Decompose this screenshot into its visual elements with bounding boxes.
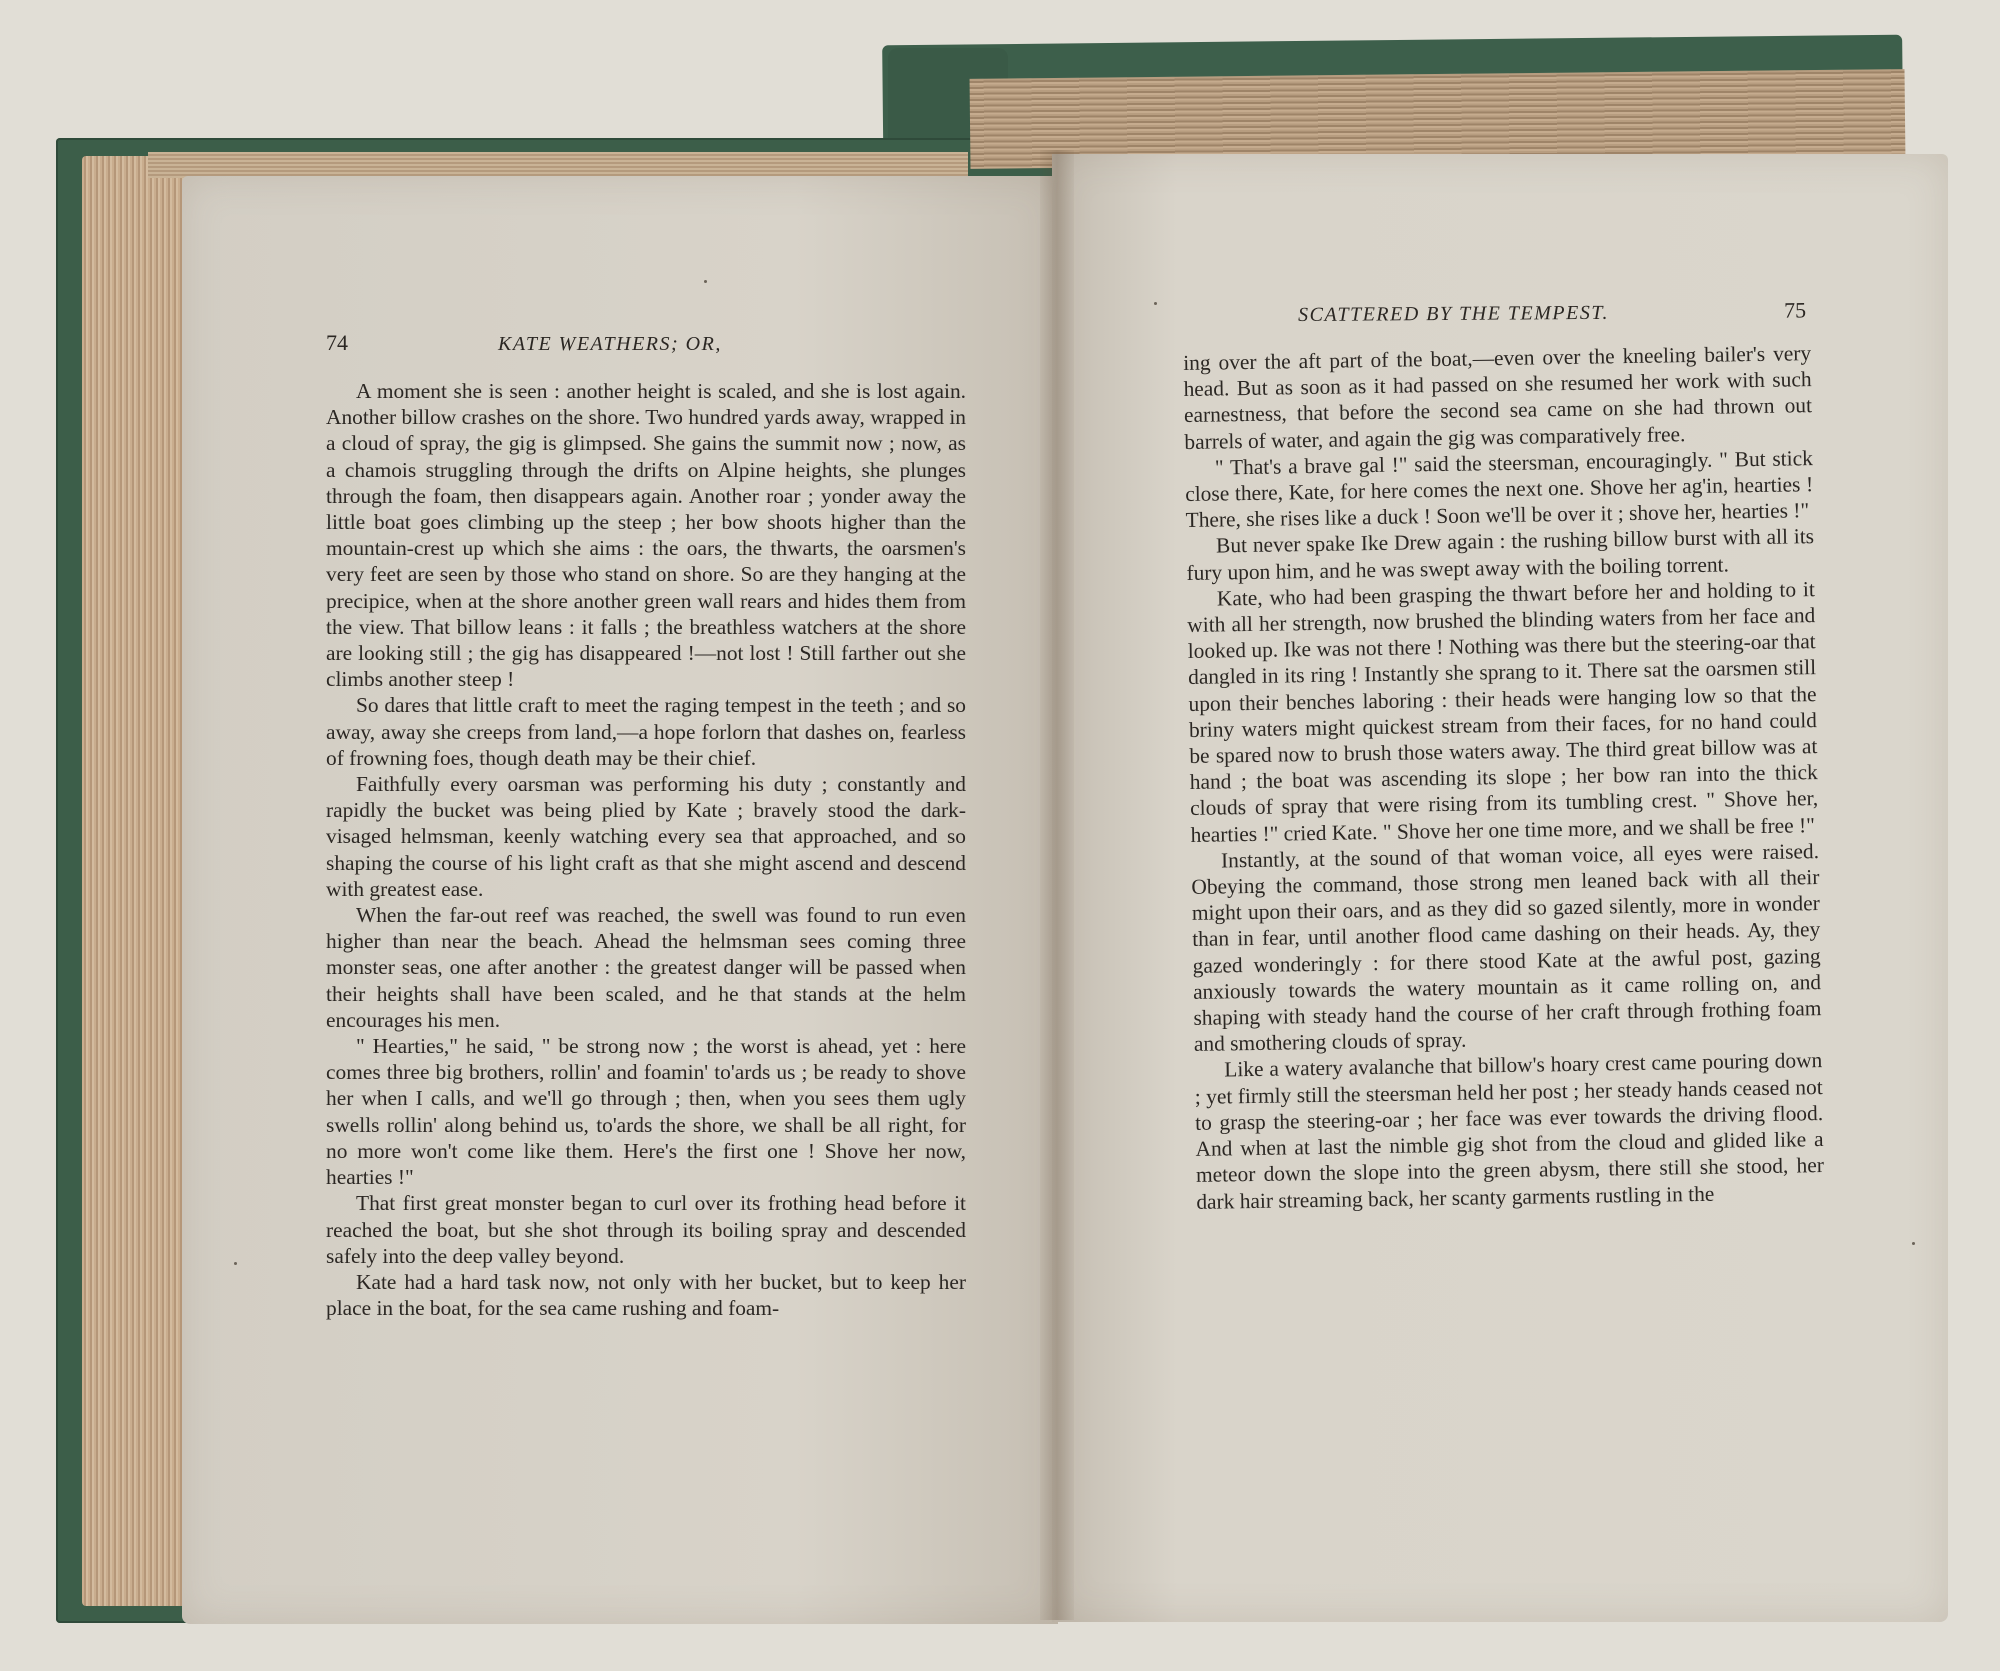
paragraph: " That's a brave gal !" said the steersman, encouragingly. " But stick close there, Kate, for here comes the next one. Shove her ag'in, hearties ! There, she rises like a duck ! Soon we'll be over it ; shove her, hearties !" [1185,445,1814,533]
page-block-edges-left [82,156,192,1606]
paper-speck [1154,302,1157,305]
paper-speck [234,1262,237,1265]
paper-speck [1912,1242,1915,1245]
paragraph: When the far-out reef was reached, the swell was found to run even higher than near the beach. Ahead the helmsman sees coming three monster seas, one after another : the greatest danger will be passed when their heights shall have been scaled, and he that stands at the helm encourages his men. [326,903,966,1032]
paragraph: Faithfully every oarsman was performing his duty ; constantly and rapidly the bucket was being plied by Kate ; bravely stood the dark-visaged helmsman, keenly watching every sea that approached, and so shaping the course of his light craft as that she might ascend and descend with greatest ease. [326,772,966,901]
paragraph: ing over the aft part of the boat,—even over the kneeling bailer's very head. But as soon as it had passed on she resumed her work with such earnestness, that before the second sea came on she had thrown out barrels of water, and again the gig was comparatively free. [1183,341,1813,454]
left-page-number: 74 [326,330,348,355]
right-page-text [1183,340,1825,1214]
paragraph: Like a watery avalanche that billow's hoary crest came pouring down ; yet firmly still the steersman held her post ; her steady hands ceased not to grasp the steering-oar ; her face was ever towards the driving flood. And when at last the nimble gig shot from the cloud and glided like a meteor down the slope into the green abysm, there still she stood, her dark hair streaming back, her scanty garments rustling in the [1194,1048,1825,1214]
paragraph: Kate had a hard task now, not only with her bucket, but to keep her place in the boat, for the sea came rushing and foam- [326,1269,966,1321]
paper-speck [704,280,707,283]
paragraph: Instantly, at the sound of that woman voice, all eyes were raised. Obeying the command, those strong men leaned back with all their might upon their oars, and as they did so gazed silently, more in wonder than in fear, until another flood came dashing on their heads. Ay, they gazed wonderingly : for there stood Kate at the awful post, gazing anxiously towards the watery mountain as it came rolling on, and shaping with steady hand the course of her craft through frothing foam and smothering clouds of spray. [1191,838,1822,1057]
right-running-head [1298,297,1806,327]
page-block-edges-top [148,152,968,178]
left-running-head [326,330,966,356]
left-head-title: KATE WEATHERS; OR, [498,333,722,355]
paragraph: So dares that little craft to meet the raging tempest in the teeth ; and so away, away she creeps from land,—a hope forlorn that dashes on, fearless of frowning foes, though death may be their chief. [326,693,966,770]
book-gutter [1040,150,1074,1620]
paragraph: That first great monster began to curl over its frothing head before it reached the boat, but she shot through its boiling spray and descended safely into the deep valley beyond. [326,1191,966,1268]
paragraph: Kate, who had been grasping the thwart before her and holding to it with all her strength, now brushed the blinding waters from her face and looked up. Ike was not there ! Nothing was there but the steering-oar that dangled in its ring ! Instantly she sprang to it. There sat the oarsmen still upon their benches laboring : their heads were hanging low so that the briny waters might quickest stream from their faces, for no hand could be spared now to brush those waters away. The third great billow was at hand ; the boat was ascending its slope ; her bow ran into the thick clouds of spray that were rising from its tumbling crest. " Shove her, hearties !" cried Kate. " Shove her one time more, and we shall be free !" [1187,576,1819,847]
paragraph: But never spake Ike Drew again : the rushing billow burst with all its fury upon him, and he was swept away with the boiling torrent. [1186,524,1815,585]
right-page-number: 75 [1783,297,1807,323]
left-page-text [326,378,966,1321]
right-head-title: SCATTERED BY THE TEMPEST. [1298,301,1610,326]
paragraph: " Hearties," he said, " be strong now ; the worst is ahead, yet : here comes three big brothers, rollin' and foamin' to'ards us ; be ready to shove her when I calls, and we'll go through ; then, when you sees them ugly swells rollin' along behind us, to'ards the shore, we shall be all right, for no more won't come like them. Here's the first one ! Shove her now, hearties !" [326,1034,966,1190]
paragraph: A moment she is seen : another height is scaled, and she is lost again. Another billow crashes on the shore. Two hundred yards away, wrapped in a cloud of spray, the gig is glimpsed. She gains the summit now ; now, as a chamois struggling through the drifts on Alpine heights, she plunges through the foam, then disappears again. Another roar ; yonder away the little boat goes climbing up the steep ; her bow shoots higher than the mountain-crest up which she aims : the oars, the thwarts, the oarsmen's very feet are seen by those who stand on shore. So are they hanging at the precipice, when at the shore another green wall rears and hides them from the view. That billow leans : it falls ; the breathless watchers at the shore are looking still ; the gig has disappeared !—not lost ! Still farther out she climbs another steep ! [326,379,966,692]
